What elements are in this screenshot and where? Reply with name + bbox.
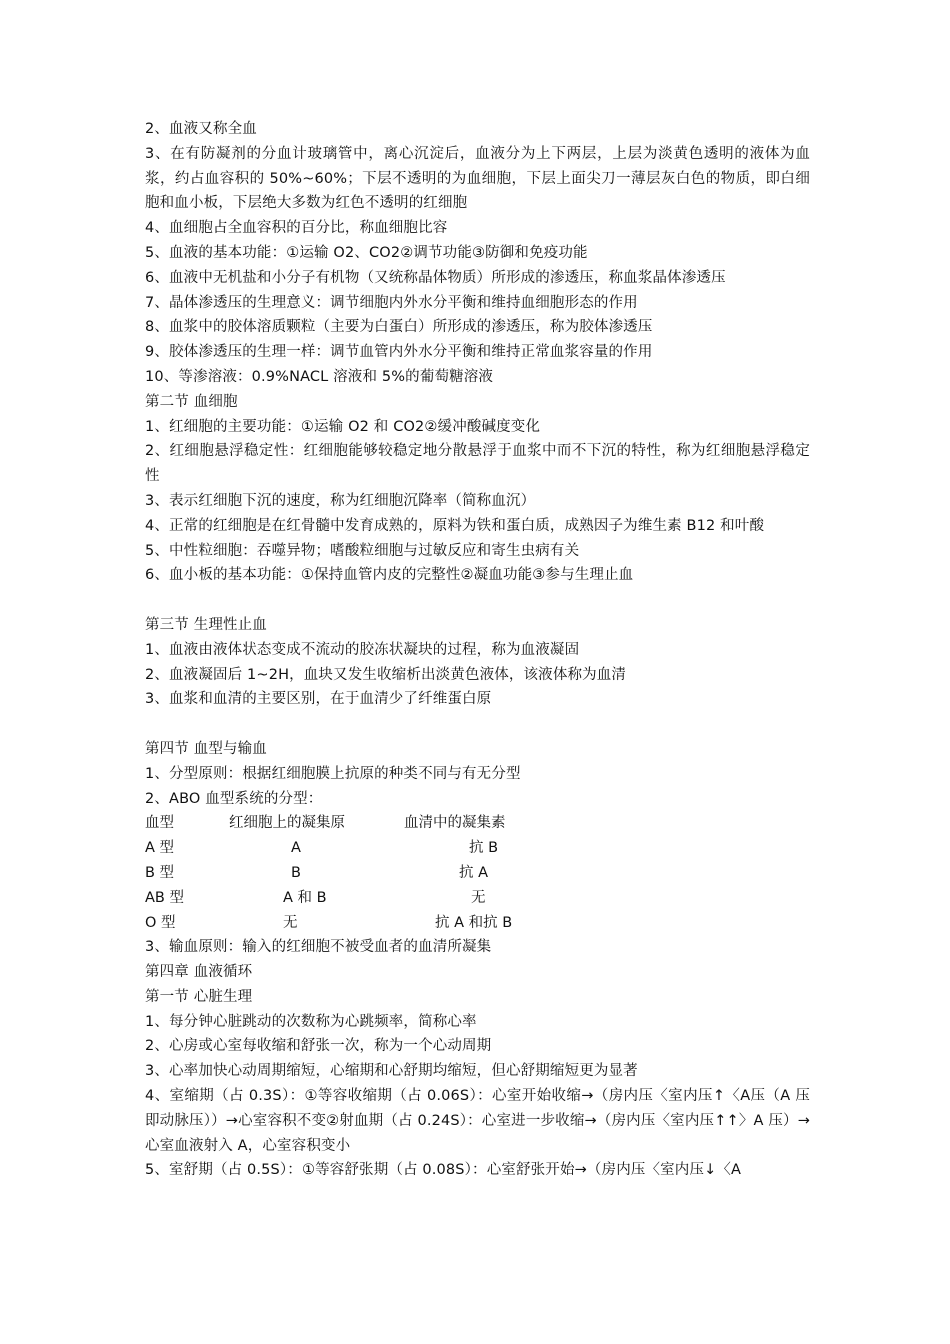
paragraph: 1、每分钟心脏跳动的次数称为心跳频率，简称心率 [145,1013,477,1030]
blood-type-table [145,811,810,935]
table-cell: A 和 B [283,889,327,906]
paragraph: 5、室舒期（占 0.5S）：①等容舒张期（占 0.08S）：心室舒张开始→（房内压〈室内压↓〈A [145,1162,742,1179]
section-heading: 第四节 血型与输血 [145,740,267,757]
table-cell: A 型 [145,840,175,857]
paragraph: 3、心率加快心动周期缩短，心缩期和心舒期均缩短，但心舒期缩短更为显著 [145,1063,638,1080]
table-row [145,861,810,886]
paragraph: 3、血浆和血清的主要区别，在于血清少了纤维蛋白原 [145,691,492,708]
paragraph: 9、胶体渗透压的生理一样：调节血管内外水分平衡和维持正常血浆容量的作用 [145,344,653,361]
chapter-heading: 第四章 血液循环 [145,964,253,981]
paragraph: 5、中性粒细胞：吞噬异物；嗜酸粒细胞与过敏反应和寄生虫病有关 [145,542,580,559]
table-cell: A [291,840,301,857]
spacer [145,588,810,613]
paragraph: 10、等渗溶液：0.9%NACL 溶液和 5%的葡萄糖溶液 [145,368,494,385]
paragraph: 2、红细胞悬浮稳定性：红细胞能够较稳定地分散悬浮于血浆中而不下沉的特性，称为红细胞悬浮稳定性 [145,443,810,485]
paragraph: 2、血液凝固后 1~2H，血块又发生收缩析出淡黄色液体，该液体称为血清 [145,666,627,683]
table-cell: 抗 A [459,864,489,881]
paragraph: 3、在有防凝剂的分血计玻璃管中，离心沉淀后，血液分为上下两层，上层为淡黄色透明的液体为血浆，约占血容积的 50%~60%；下层不透明的为血细胞，下层上面尖刀一薄层灰白色的物质，即白细胞和血小板，下层绝大多数为红色不透明的红细胞 [145,145,810,212]
paragraph: 4、血细胞占全血容积的百分比，称血细胞比容 [145,220,448,237]
table-cell: B 型 [145,864,175,881]
table-row [145,911,810,936]
table-cell: 无 [283,914,298,931]
table-header-cell: 红细胞上的凝集原 [229,815,345,832]
table-cell: 抗 A 和抗 B [435,914,513,931]
paragraph: 5、血液的基本功能：①运输 O2、CO2②调节功能③防御和免疫功能 [145,244,588,261]
spacer [145,712,810,737]
paragraph: 3、表示红细胞下沉的速度，称为红细胞沉降率（简称血沉） [145,492,536,509]
table-cell: AB 型 [145,889,184,906]
table-header-cell: 血型 [145,815,174,832]
paragraph: 7、晶体渗透压的生理意义：调节细胞内外水分平衡和维持血细胞形态的作用 [145,294,638,311]
paragraph: 4、室缩期（占 0.3S）：①等容收缩期（占 0.06S）：心室开始收缩→（房内压〈室内压↑〈A压（A 压即动脉压））→心室容积不变②射血期（占 0.24S）：心室进一步收缩→（房内压〈室内压↑↑〉A 压）→心室血液射入 A，心室容积变小 [145,1088,810,1154]
paragraph: 6、血小板的基本功能：①保持血管内皮的完整性②凝血功能③参与生理止血 [145,567,634,584]
paragraph: 1、红细胞的主要功能：①运输 O2 和 CO2②缓冲酸碱度变化 [145,418,541,435]
document-page [145,117,810,1183]
paragraph: 2、血液又称全血 [145,121,257,137]
table-cell: 无 [471,889,486,906]
paragraph: 4、正常的红细胞是在红骨髓中发育成熟的，原料为铁和蛋白质，成熟因子为维生素 B12 和叶酸 [145,517,765,534]
section-heading: 第一节 心脏生理 [145,988,253,1005]
paragraph: 1、分型原则：根据红细胞膜上抗原的种类不同与有无分型 [145,765,521,782]
paragraph: 1、血液由液体状态变成不流动的胶冻状凝块的过程，称为血液凝固 [145,641,580,658]
section-heading: 第三节 生理性止血 [145,616,267,633]
table-header-cell: 血清中的凝集素 [404,815,506,832]
table-row [145,836,810,861]
table-cell: O 型 [145,914,176,931]
paragraph: 3、输血原则：输入的红细胞不被受血者的血清所凝集 [145,939,492,956]
table-header-row [145,811,810,836]
paragraph: 6、血液中无机盐和小分子有机物（又统称晶体物质）所形成的渗透压，称血浆晶体渗透压 [145,269,726,286]
table-cell: 抗 B [469,840,499,857]
paragraph: 8、血浆中的胶体溶质颗粒（主要为白蛋白）所形成的渗透压，称为胶体渗透压 [145,319,653,336]
paragraph: 2、ABO 血型系统的分型： [145,790,323,807]
table-cell: B [291,864,301,881]
section-heading: 第二节 血细胞 [145,393,238,410]
paragraph: 2、心房或心室每收缩和舒张一次，称为一个心动周期 [145,1038,492,1055]
table-row [145,886,810,911]
